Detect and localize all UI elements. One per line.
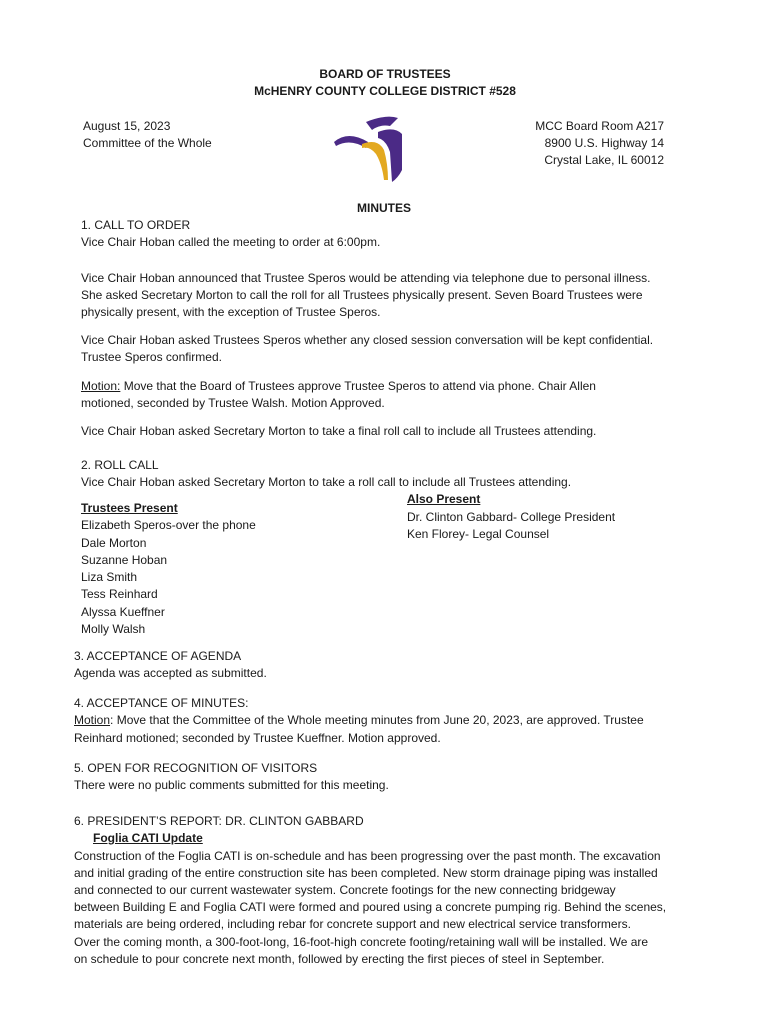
meeting-date: August 15, 2023 xyxy=(83,119,171,133)
foglia-cati-subheading: Foglia CATI Update xyxy=(93,831,203,845)
section-1-motion-line-1 xyxy=(81,378,596,395)
motion-label: Motion xyxy=(74,713,111,727)
trustee-name: Tess Reinhard xyxy=(81,587,158,601)
section-1-motion-line-2: motioned, seconded by Trustee Walsh. Motion Approved. xyxy=(81,396,385,410)
section-1-call-to-order-text: Vice Chair Hoban called the meeting to order at 6:00pm. xyxy=(81,235,381,249)
section-1-para-2-line-3: physically present, with the exception of Trustee Speros. xyxy=(81,305,381,319)
meeting-type: Committee of the Whole xyxy=(83,136,212,150)
section-1-para-5: Vice Chair Hoban asked Secretary Morton to take a final roll call to include all Trustees attending. xyxy=(81,424,597,438)
section-5-text: There were no public comments submitted for this meeting. xyxy=(74,778,389,792)
section-4-motion-line-2: Reinhard motioned; seconded by Trustee Kueffner. Motion approved. xyxy=(74,731,441,745)
board-title: BOARD OF TRUSTEES xyxy=(319,67,451,81)
section-1-para-3-line-1: Vice Chair Hoban asked Trustees Speros whether any closed session conversation will be kept confidential. xyxy=(81,333,654,347)
report-line: Over the coming month, a 300-foot-long, 16-foot-high concrete footing/retaining wall will be installed. We are xyxy=(74,935,649,949)
motion-text: : Move that the Committee of the Whole meeting minutes from June 20, 2023, are approved. Trustee xyxy=(110,713,644,727)
trustee-name: Dale Morton xyxy=(81,536,147,550)
section-5-heading: 5. OPEN FOR RECOGNITION OF VISITORS xyxy=(74,761,318,775)
section-4-motion-line-1 xyxy=(74,712,644,729)
report-line: between Building E and Foglia CATI were formed and poured using a concrete pumping rig. Behind the scenes, xyxy=(74,900,667,914)
minutes-title: MINUTES xyxy=(357,201,411,215)
trustee-name: Suzanne Hoban xyxy=(81,553,168,567)
section-3-heading: 3. ACCEPTANCE OF AGENDA xyxy=(74,649,242,663)
section-4-heading: 4. ACCEPTANCE OF MINUTES: xyxy=(74,696,249,710)
trustee-name: Alyssa Kueffner xyxy=(81,605,165,619)
report-line: materials are being ordered, including rebar for concrete support and new electrical service transformers. xyxy=(74,917,631,931)
address-line-3: Crystal Lake, IL 60012 xyxy=(544,153,664,167)
section-6-heading: 6. PRESIDENT’S REPORT: DR. CLINTON GABBARD xyxy=(74,814,364,828)
also-present-name: Ken Florey- Legal Counsel xyxy=(407,527,550,541)
motion-text: Move that the Board of Trustees approve Trustee Speros to attend via phone. Chair Allen xyxy=(120,379,596,393)
trustee-name: Liza Smith xyxy=(81,570,138,584)
section-2-text: Vice Chair Hoban asked Secretary Morton to take a roll call to include all Trustees attending. xyxy=(81,475,572,489)
section-1-heading: 1. CALL TO ORDER xyxy=(81,218,191,232)
section-3-text: Agenda was accepted as submitted. xyxy=(74,666,267,680)
address-line-2: 8900 U.S. Highway 14 xyxy=(544,136,664,150)
section-1-para-2-line-1: Vice Chair Hoban announced that Trustee Speros would be attending via telephone due to personal illness. xyxy=(81,271,651,285)
trustee-name: Molly Walsh xyxy=(81,622,146,636)
district-title: McHENRY COUNTY COLLEGE DISTRICT #528 xyxy=(254,84,516,98)
section-1-para-3-line-2: Trustee Speros confirmed. xyxy=(81,350,222,364)
report-line: and connected to our current wastewater system. Concrete footings for the new connecting bridgeway xyxy=(74,883,616,897)
also-present-name: Dr. Clinton Gabbard- College President xyxy=(407,510,616,524)
address-line-1: MCC Board Room A217 xyxy=(535,119,664,133)
college-logo-icon xyxy=(332,112,410,184)
also-present-heading: Also Present xyxy=(407,492,481,506)
report-line: Construction of the Foglia CATI is on-schedule and has been progressing over the past month. The excavation xyxy=(74,849,661,863)
trustees-present-heading: Trustees Present xyxy=(81,501,178,515)
motion-label: Motion: xyxy=(81,379,121,393)
college-logo xyxy=(332,112,410,184)
section-1-para-2-line-2: She asked Secretary Morton to call the roll for all Trustees physically present. Seven Board Trustees were xyxy=(81,288,643,302)
report-line: and initial grading of the entire construction site has been completed. New storm drainage piping was installed xyxy=(74,866,658,880)
section-2-heading: 2. ROLL CALL xyxy=(81,458,159,472)
report-line: on schedule to pour concrete next month, followed by erecting the first pieces of steel in September. xyxy=(74,952,605,966)
trustee-name: Elizabeth Speros-over the phone xyxy=(81,518,256,532)
